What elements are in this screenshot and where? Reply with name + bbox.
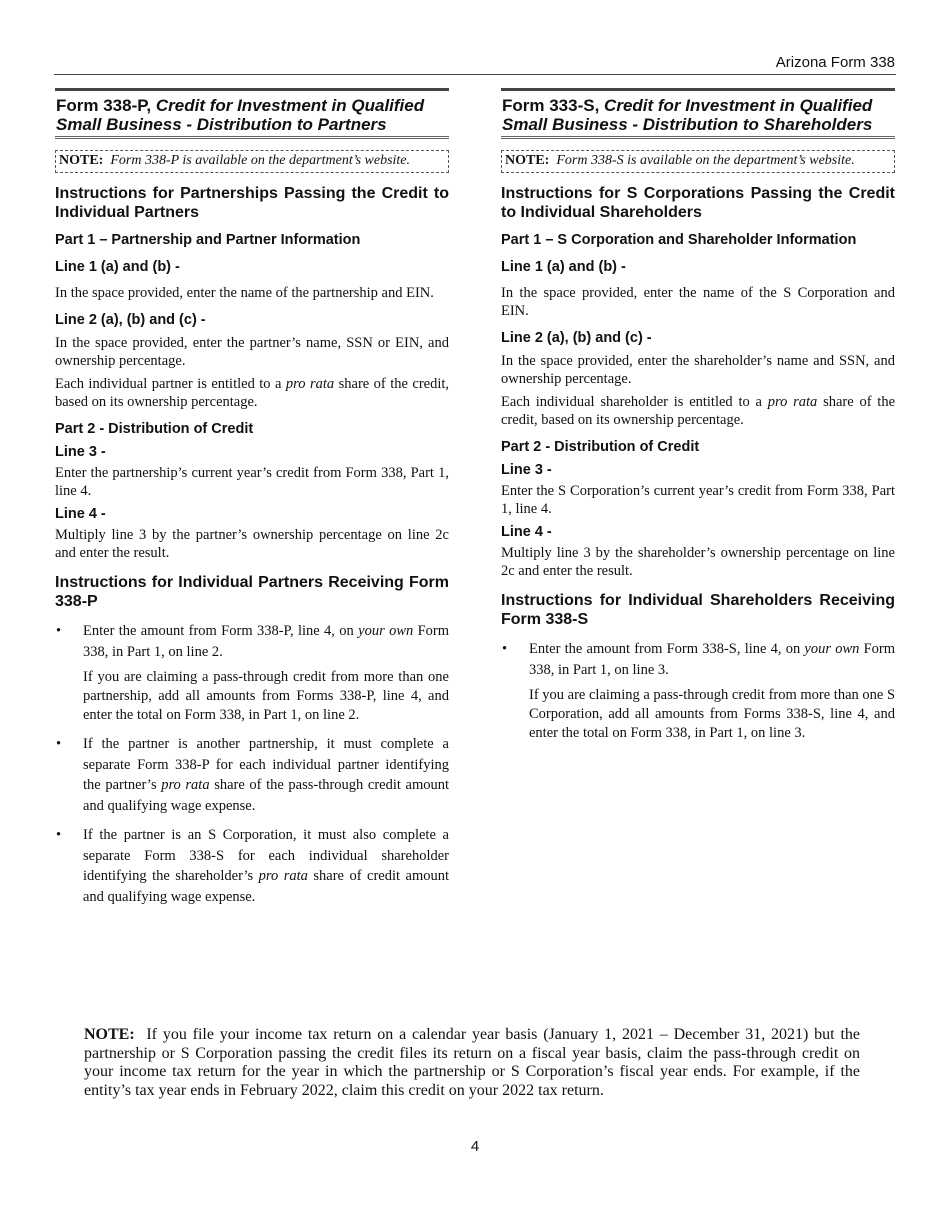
list-item bbox=[501, 639, 895, 743]
line2-text: In the space provided, enter the shareholder’s name and SSN, and ownership percentage. bbox=[501, 353, 895, 387]
running-header-title: Arizona Form 338 bbox=[775, 54, 895, 71]
line1-text: In the space provided, enter the name of the S Corporation and EIN. bbox=[501, 285, 895, 319]
line4-text: Multiply line 3 by the shareholder’s ownership percentage on line 2c and enter the result. bbox=[501, 545, 895, 579]
line1-text: In the space provided, enter the name of the partnership and EIN. bbox=[55, 285, 434, 301]
form-338p-availability-note bbox=[55, 150, 449, 173]
line2-pro-rata-text bbox=[501, 393, 895, 429]
form-338s-availability-note bbox=[501, 150, 895, 173]
header-rule bbox=[54, 74, 896, 75]
shareholder-instructions-list bbox=[501, 639, 895, 743]
right-column bbox=[501, 88, 895, 752]
text-run: share of the credit, based on its ownership percentage. bbox=[501, 394, 896, 428]
list-item bbox=[55, 621, 449, 725]
text-run: Form 338, in Part 1, on line 2. bbox=[83, 623, 450, 660]
form-338p-title-text: Credit for Investment in Qualified Small Business - Distribution to Partners bbox=[56, 96, 425, 134]
partner-instructions-list bbox=[55, 621, 449, 907]
part2-heading: Part 2 - Distribution of Credit bbox=[55, 421, 254, 437]
part1-heading: Part 1 – Partnership and Partner Information bbox=[55, 232, 361, 248]
form-333s-number: Form 333-S, bbox=[502, 96, 600, 115]
line3-heading: Line 3 - bbox=[55, 444, 106, 460]
text-run: share of the credit, based on its ownership percentage. bbox=[55, 376, 450, 410]
note-label: NOTE: bbox=[59, 153, 104, 168]
calendar-year-note bbox=[84, 1026, 860, 1100]
text-run: Enter the amount from Form 338-P, line 4, on bbox=[83, 623, 354, 639]
italic-run: your own bbox=[804, 641, 860, 657]
line1-heading: Line 1 (a) and (b) - bbox=[55, 259, 180, 275]
section-heading-individual-partners: Instructions for Individual Partners Receiving Form 338-P bbox=[55, 574, 449, 610]
bullet-icon: • bbox=[56, 827, 62, 843]
text-run: share of credit amount and qualifying wage expense. bbox=[83, 868, 450, 905]
line4-text: Multiply line 3 by the partner’s ownership percentage on line 2c and enter the result. bbox=[55, 527, 449, 561]
note-label: NOTE: bbox=[505, 153, 550, 168]
section-heading-partnerships: Instructions for Partnerships Passing the Credit to Individual Partners bbox=[55, 185, 449, 221]
form-333s-title bbox=[501, 88, 895, 139]
italic-run: your own bbox=[358, 623, 414, 639]
line4-heading: Line 4 - bbox=[501, 524, 552, 540]
italic-run: pro rata bbox=[285, 376, 335, 392]
text-run: If the partner is another partnership, it must complete a separate Form 338-P for each individual partner identifying the partner’s bbox=[83, 736, 449, 793]
text-run: If the partner is an S Corporation, it must also complete a separate Form 338-S for each individual shareholder identifying the shareholder’s bbox=[83, 827, 449, 884]
form-333s-title-text: Credit for Investment in Qualified Small Business - Distribution to Shareholders bbox=[502, 96, 873, 134]
list-item-subparagraph: If you are claiming a pass-through credit from more than one S Corporation, add all amounts from Forms 338-S, line 4, and enter the total on Form 338, in Part 1, on line 3. bbox=[529, 687, 896, 741]
list-item-subparagraph: If you are claiming a pass-through credit from more than one partnership, add all amounts from Forms 338-P, line 4, and enter the total on Form 338, in Part 1, on line 2. bbox=[83, 669, 449, 723]
line3-text: Enter the S Corporation’s current year’s credit from Form 338, Part 1, line 4. bbox=[501, 483, 895, 517]
part2-heading: Part 2 - Distribution of Credit bbox=[501, 439, 700, 455]
note-text: If you file your income tax return on a calendar year basis (January 1, 2021 – December 31, 2021) but the partnership or S Corporation passing the credit files its return on a fiscal year basis, claim the pass-through credit on your income tax return for the year in which the partnership or S Corporation’s fiscal year ends. For example, if the entity’s tax year ends in February 2022, claim this credit on your 2022 tax return. bbox=[84, 1026, 860, 1099]
section-heading-individual-shareholders: Instructions for Individual Shareholders Receiving Form 338-S bbox=[501, 592, 895, 628]
italic-run: pro rata bbox=[161, 777, 210, 793]
italic-run: pro rata bbox=[258, 868, 308, 884]
left-column bbox=[55, 88, 449, 916]
line2-heading: Line 2 (a), (b) and (c) - bbox=[55, 312, 206, 328]
line4-heading: Line 4 - bbox=[55, 506, 106, 522]
part1-heading: Part 1 – S Corporation and Shareholder Information bbox=[501, 232, 857, 248]
text-run: Each individual shareholder is entitled to a bbox=[501, 394, 762, 410]
line2-text: In the space provided, enter the partner’s name, SSN or EIN, and ownership percentage. bbox=[55, 335, 449, 369]
note-label: NOTE: bbox=[84, 1026, 135, 1043]
line2-pro-rata-text bbox=[55, 375, 449, 411]
form-338p-number: Form 338-P, bbox=[56, 96, 152, 115]
line3-text: Enter the partnership’s current year’s credit from Form 338, Part 1, line 4. bbox=[55, 465, 449, 499]
text-run: Enter the amount from Form 338-S, line 4, on bbox=[529, 641, 801, 657]
list-item bbox=[55, 825, 449, 907]
text-run: share of the pass-through credit amount and qualifying wage expense. bbox=[83, 777, 450, 814]
text-run: Each individual partner is entitled to a bbox=[55, 376, 282, 392]
italic-run: pro rata bbox=[767, 394, 818, 410]
text-run: Form 338, in Part 1, on line 3. bbox=[529, 641, 895, 678]
form-338p-title bbox=[55, 88, 449, 139]
line2-heading: Line 2 (a), (b) and (c) - bbox=[501, 330, 652, 346]
note-text: Form 338-P is available on the department’s website. bbox=[110, 153, 411, 168]
bullet-icon: • bbox=[56, 623, 62, 639]
section-heading-s-corporations: Instructions for S Corporations Passing the Credit to Individual Shareholders bbox=[501, 185, 895, 221]
note-text: Form 338-S is available on the department’s website. bbox=[556, 153, 855, 168]
line3-heading: Line 3 - bbox=[501, 462, 552, 478]
bullet-icon: • bbox=[56, 736, 62, 752]
page-number: 4 bbox=[470, 1138, 480, 1155]
bullet-icon: • bbox=[502, 641, 508, 657]
list-item bbox=[55, 734, 449, 816]
line1-heading: Line 1 (a) and (b) - bbox=[501, 259, 626, 275]
